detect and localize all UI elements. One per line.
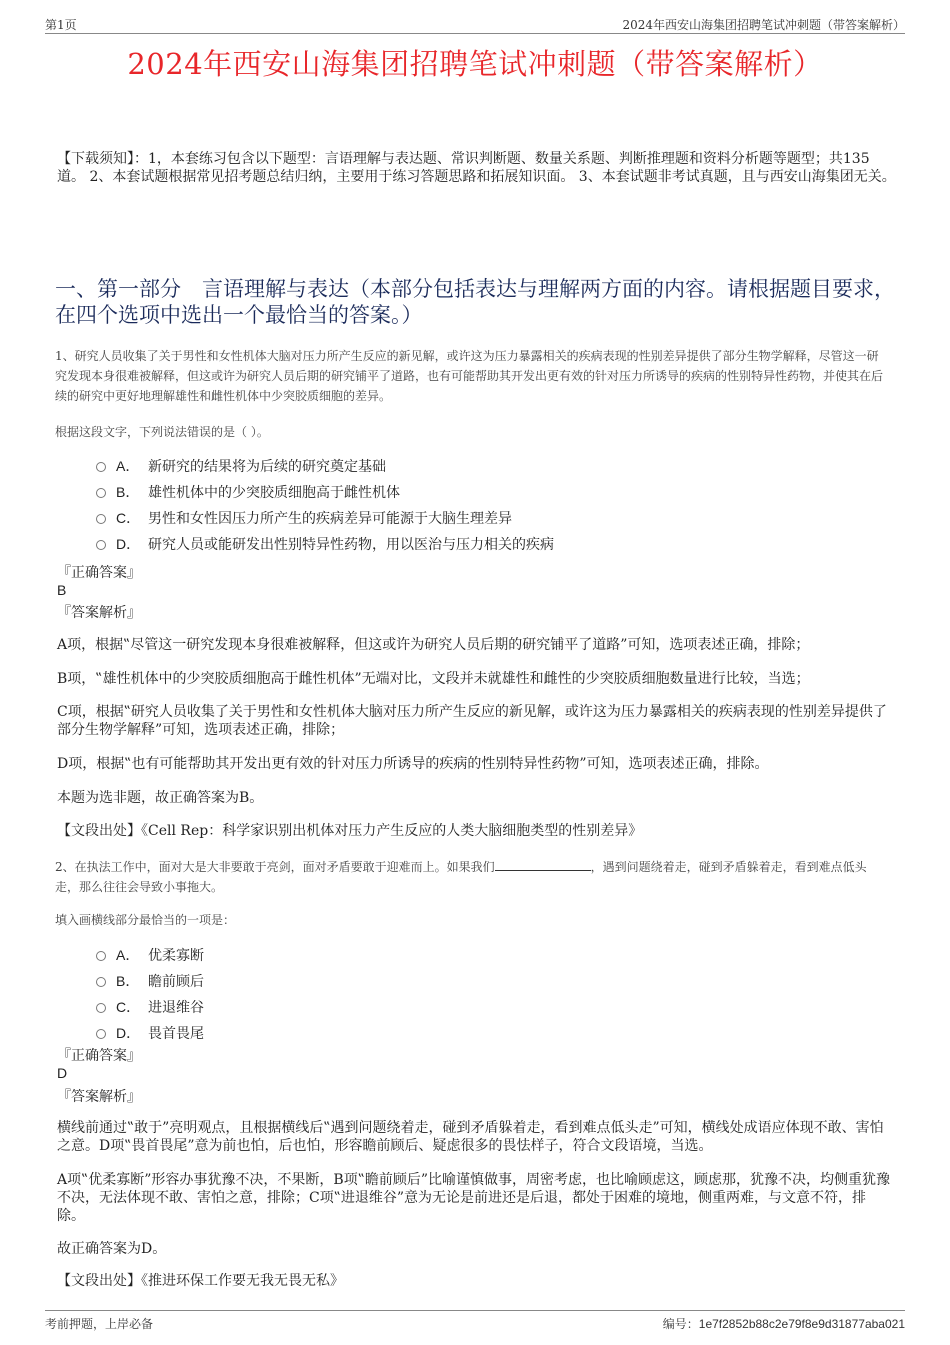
q1-analysis-d: D项，根据‟也有可能帮助其开发出更有效的针对压力所诱导的疾病的性别特异性药物”可知，选项表述正确，排除。 [57,756,769,772]
q1-option-d[interactable]: D． 研究人员或能研发出性别特异性药物，用以医治与压力相关的疾病 [96,535,554,553]
radio-icon[interactable] [96,540,106,550]
footer-rule [45,1310,905,1311]
question-1-prompt: 根据这段文字，下列说法错误的是（ ）。 [55,425,269,439]
q1-analysis-b: B项，‟雄性机体中的少突胶质细胞高于雌性机体”无端对比，文段并未就雄性和雌性的少突胶质细胞数量进行比较，当选； [57,671,810,687]
q2-option-b[interactable]: B． 瞻前顾后 [96,972,204,990]
radio-icon[interactable] [96,977,106,987]
document-title: 2024年西安山海集团招聘笔试冲刺题（带答案解析） [127,47,823,81]
radio-icon[interactable] [96,1029,106,1039]
page-number: 第1页 [45,18,77,32]
q2-source: 【文段出处】《推进环保工作要无我无畏无私》 [57,1273,344,1289]
q1-analysis-a: A项，根据‟尽管这一研究发现本身很难被解释，但这或许为研究人员后期的研究铺平了道路”可知，选项表述正确，排除； [57,637,810,653]
q2-analysis-label: 『答案解析』 [57,1089,141,1105]
radio-icon[interactable] [96,951,106,961]
download-notice: 【下载须知】：1，本套练习包含以下题型：言语理解与表达题、常识判断题、数量关系题、判断推理题和资料分析题等题型；共135道。 2、本套试题根据常见招考题总结归纳，主要用于练习答题思路和拓展知识面。 3、本套试题非考试真题，且与西安山海集团无关。 [57,151,896,185]
running-header-title: 2024年西安山海集团招聘笔试冲刺题（带答案解析） [622,18,905,32]
header-rule [45,33,905,34]
q1-conclusion: 本题为选非题，故正确答案为B。 [57,790,264,806]
section-heading: 一、第一部分 言语理解与表达（本部分包括表达与理解两方面的内容。请根据题目要求，在四个选项中选出一个最恰当的答案。） [55,277,895,327]
q2-option-c[interactable]: C． 进退维谷 [96,998,204,1016]
question-2-prompt: 填入画横线部分最恰当的一项是： [55,913,236,927]
q1-option-a[interactable]: A． 新研究的结果将为后续的研究奠定基础 [96,457,386,475]
question-2-stem: 2、在执法工作中，面对大是大非要敢于亮剑，面对矛盾要敢于迎难而上。如果我们 ，遇到问题绕着走，碰到矛盾躲着走，看到难点低头走，那么往往会导致小事拖大。 [55,860,867,894]
fill-blank [495,858,591,871]
radio-icon[interactable] [96,462,106,472]
q2-analysis-others: A项‟优柔寡断”形容办事犹豫不决，不果断，B项‟瞻前顾后”比喻谨慎做事，周密考虑，也比喻顾虑这，顾虑那，犹豫不决，均侧重犹豫不决，无法体现不敢、害怕之意，排除；C项‟进退维谷”意为无论是前进还是后退，都处于困难的境地，侧重两难，与文意不符，排除。 [57,1172,891,1224]
q2-correct-answer: D [57,1065,68,1081]
footer-slogan: 考前押题，上岸必备 [45,1317,154,1331]
q2-option-a[interactable]: A． 优柔寡断 [96,946,204,964]
q1-source: 【文段出处】《Cell Rep：科学家识别出机体对压力产生反应的人类大脑细胞类型的性别差异》 [57,823,643,839]
q2-conclusion: 故正确答案为D。 [57,1241,167,1257]
q2-option-d[interactable]: D． 畏首畏尾 [96,1024,204,1042]
q1-option-c[interactable]: C． 男性和女性因压力所产生的疾病差异可能源于大脑生理差异 [96,509,512,527]
radio-icon[interactable] [96,514,106,524]
q1-analysis-label: 『答案解析』 [57,605,141,621]
q1-correct-answer-label: 『正确答案』 [57,565,141,581]
q2-analysis-main: 横线前通过‟敢于”亮明观点，且根据横线后‟遇到问题绕着走，碰到矛盾躲着走，看到难点低头走”可知，横线处成语应体现不敢、害怕之意。D项‟畏首畏尾”意为前也怕，后也怕，形容瞻前顾后、疑虑很多的畏怯样子，符合文段语境，当选。 [57,1120,884,1154]
radio-icon[interactable] [96,1003,106,1013]
question-1-stem: 1、研究人员收集了关于男性和女性机体大脑对压力所产生反应的新见解，或许这为压力暴露相关的疾病表现的性别差异提供了部分生物学解释，尽管这一研究发现本身很难被解释，但这或许为研究人员后期的研究铺平了道路，也有可能帮助其开发出更有效的针对压力所诱导的疾病的性别特异性药物，并使其在后续的研究中更好地理解雄性和雌性机体中少突胶质细胞的差异。 [55,349,884,403]
q1-option-b[interactable]: B． 雄性机体中的少突胶质细胞高于雌性机体 [96,483,400,501]
radio-icon[interactable] [96,488,106,498]
q1-analysis-c: C项，根据‟研究人员收集了关于男性和女性机体大脑对压力所产生反应的新见解，或许这为压力暴露相关的疾病表现的性别差异提供了部分生物学解释”可知，选项表述正确，排除； [57,704,887,738]
footer-code: 编号：1e7f2852b88c2e79f8e9d31877aba021 [662,1317,905,1331]
q2-correct-answer-label: 『正确答案』 [57,1048,141,1064]
q1-correct-answer: B [57,582,67,598]
